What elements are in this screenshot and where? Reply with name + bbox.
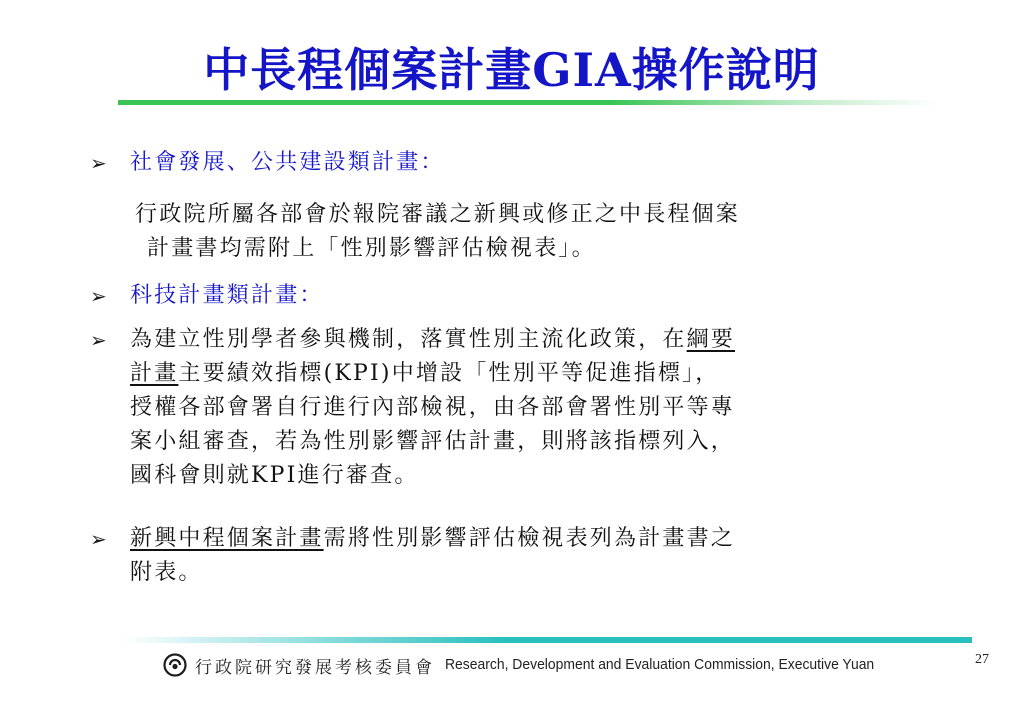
bullet-text: 主要績效指標(KPI)中增設「性別平等促進指標」，: [178, 361, 720, 386]
page-title: 中長程個案計畫GIA操作說明: [203, 43, 820, 97]
bullet-text: 附表。: [130, 560, 203, 585]
bullet-text: 需將性別影響評估檢視表列為計畫書之: [323, 526, 736, 551]
bullet-body: [130, 522, 735, 590]
bullet-item: [90, 522, 735, 590]
bullet-heading: 社會發展、公共建設類計畫：: [130, 150, 445, 175]
underlined-term: 計畫: [130, 361, 179, 386]
footer-org-english: Research, Development and Evaluation Commission, Executive Yuan: [445, 657, 875, 673]
arrow-bullet-icon: ➢: [90, 527, 107, 551]
footer-org-chinese: 行政院研究發展考核委員會: [195, 657, 435, 678]
bullet-text: 案小組審查，若為性別影響評估計畫，則將該指標列入，: [130, 429, 736, 454]
bullet-heading: 科技計畫類計畫：: [130, 283, 324, 308]
arrow-bullet-icon: ➢: [90, 328, 107, 352]
bullet-item: [90, 323, 735, 493]
arrow-bullet-icon: ➢: [90, 151, 107, 175]
paragraph-line: 行政院所屬各部會於報院審議之新興或修正之中長程個案: [135, 202, 741, 227]
underlined-term: 綱要: [686, 327, 736, 352]
page-number: 27: [975, 652, 989, 667]
bullet-item: [90, 279, 324, 313]
bullet-text: 國科會則就KPI進行審查。: [130, 463, 419, 488]
bullet-text: 授權各部會署自行進行內部檢視，由各部會署性別平等專: [130, 395, 736, 420]
bullet-body: [130, 323, 735, 493]
commission-logo-icon: [163, 653, 187, 677]
bullet-item: [90, 146, 445, 180]
paragraph-line: 計畫書均需附上「性別影響評估檢視表」。: [147, 236, 596, 261]
footer-divider: [122, 637, 972, 643]
description-paragraph: [135, 198, 935, 266]
bullet-text: 為建立性別學者參與機制，落實性別主流化政策，在: [130, 327, 687, 352]
underlined-term: 新興中程個案計畫: [130, 526, 324, 551]
footer: [163, 650, 892, 680]
arrow-bullet-icon: ➢: [90, 284, 107, 308]
